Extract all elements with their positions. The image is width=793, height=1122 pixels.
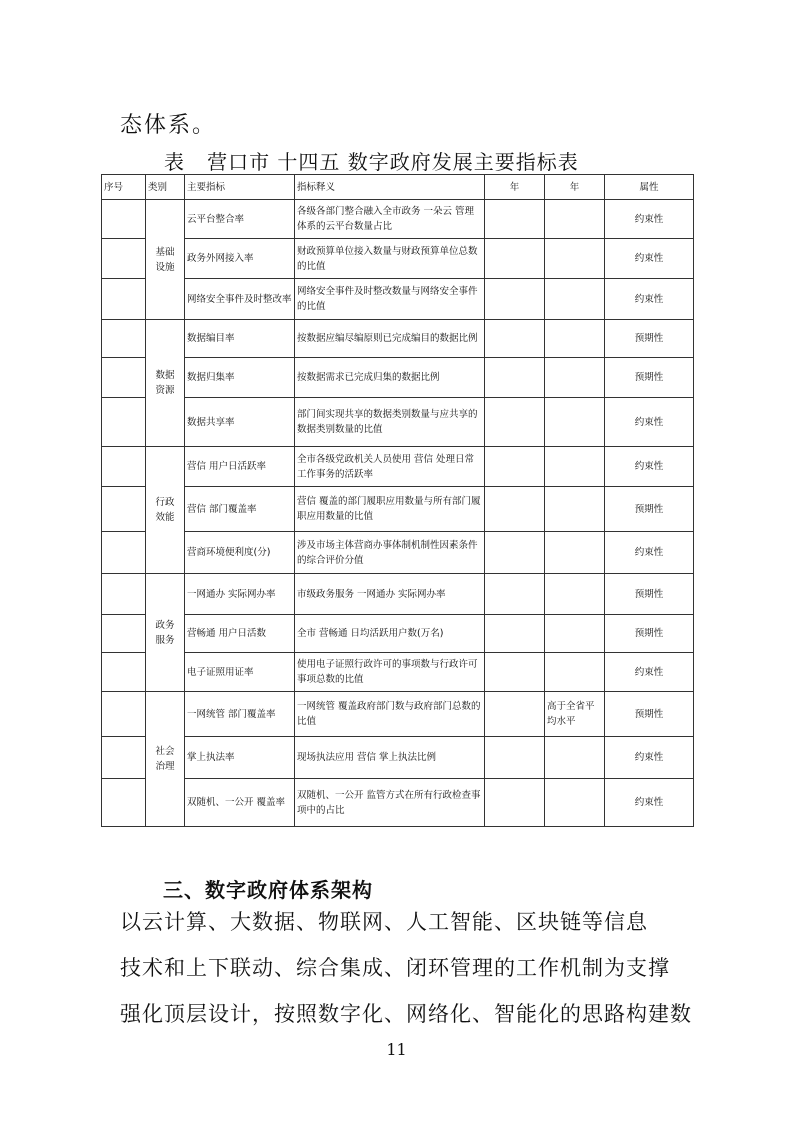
attribute-cell: 约束性	[605, 737, 694, 779]
indicator-cell: 云平台整合率	[185, 200, 295, 239]
year-1-cell	[485, 200, 545, 239]
year-2-cell	[545, 239, 605, 279]
index-cell	[102, 358, 146, 398]
year-2-cell	[545, 487, 605, 532]
definition-cell: 涉及市场主体营商办事体制机制性因素条件的综合评价分值	[295, 532, 485, 574]
indicator-cell: 营畅通 用户日活数	[185, 615, 295, 653]
table-row	[102, 615, 694, 653]
definition-cell: 现场执法应用 营信 掌上执法比例	[295, 737, 485, 779]
header-index: 序号	[102, 175, 146, 200]
index-cell	[102, 737, 146, 779]
year-1-cell	[485, 398, 545, 447]
category-cell: 数据 资源	[146, 320, 185, 447]
table-title: 表 营口市 十四五 数字政府发展主要指标表	[164, 150, 579, 174]
index-cell	[102, 615, 146, 653]
indicator-cell: 营信 部门覆盖率	[185, 487, 295, 532]
year-2-cell	[545, 653, 605, 692]
attribute-cell: 预期性	[605, 358, 694, 398]
indicator-cell: 双随机、一公开 覆盖率	[185, 779, 295, 827]
table-row	[102, 737, 694, 779]
year-1-cell	[485, 447, 545, 487]
definition-cell: 一网统管 覆盖政府部门数与政府部门总数的比值	[295, 692, 485, 737]
year-2-cell	[545, 737, 605, 779]
year-1-cell	[485, 692, 545, 737]
year-2-cell	[545, 358, 605, 398]
year-2-cell	[545, 200, 605, 239]
definition-cell: 按数据应编尽编原则已完成编目的数据比例	[295, 320, 485, 358]
index-cell	[102, 239, 146, 279]
year-2-cell	[545, 279, 605, 320]
definition-cell: 全市各级党政机关人员使用 营信 处理日常工作事务的活跃率	[295, 447, 485, 487]
year-1-cell	[485, 358, 545, 398]
year-2-cell	[545, 574, 605, 615]
attribute-cell: 约束性	[605, 279, 694, 320]
attribute-cell: 约束性	[605, 653, 694, 692]
definition-cell: 双随机、一公开 监管方式在所有行政检查事项中的占比	[295, 779, 485, 827]
index-cell	[102, 574, 146, 615]
year-1-cell	[485, 574, 545, 615]
index-cell	[102, 398, 146, 447]
index-cell	[102, 532, 146, 574]
indicator-cell: 一网统管 部门覆盖率	[185, 692, 295, 737]
indicator-cell: 数据归集率	[185, 358, 295, 398]
year-1-cell	[485, 737, 545, 779]
table-row	[102, 574, 694, 615]
paragraph-line-1: 以云计算、大数据、物联网、人工智能、区块链等信息	[120, 910, 648, 934]
paragraph-line-3: 强化顶层设计，按照数字化、网络化、智能化的思路构建数	[120, 1002, 692, 1026]
year-1-cell	[485, 279, 545, 320]
table-row	[102, 653, 694, 692]
indicator-cell: 数据共享率	[185, 398, 295, 447]
indicator-table	[101, 174, 694, 827]
table-row	[102, 239, 694, 279]
category-cell: 行政 效能	[146, 447, 185, 574]
attribute-cell: 约束性	[605, 200, 694, 239]
indicator-cell: 数据编目率	[185, 320, 295, 358]
indicator-cell: 电子证照用证率	[185, 653, 295, 692]
table-row	[102, 779, 694, 827]
year-1-cell	[485, 615, 545, 653]
year-2-cell	[545, 779, 605, 827]
indicator-cell: 政务外网接入率	[185, 239, 295, 279]
index-cell	[102, 487, 146, 532]
table-row	[102, 447, 694, 487]
table-row	[102, 279, 694, 320]
header-definition: 指标释义	[295, 175, 485, 200]
definition-cell: 按数据需求已完成归集的数据比例	[295, 358, 485, 398]
attribute-cell: 预期性	[605, 692, 694, 737]
index-cell	[102, 447, 146, 487]
indicator-cell: 营商环境便利度(分)	[185, 532, 295, 574]
indicator-cell: 营信 用户日活跃率	[185, 447, 295, 487]
attribute-cell: 预期性	[605, 487, 694, 532]
header-year-1: 年	[485, 175, 545, 200]
attribute-cell: 约束性	[605, 398, 694, 447]
header-indicator: 主要指标	[185, 175, 295, 200]
table-row	[102, 200, 694, 239]
header-attribute: 属性	[605, 175, 694, 200]
table-row	[102, 358, 694, 398]
year-1-cell	[485, 532, 545, 574]
table-row	[102, 532, 694, 574]
table-row	[102, 320, 694, 358]
definition-cell: 市级政务服务 一网通办 实际网办率	[295, 574, 485, 615]
definition-cell: 部门间实现共享的数据类别数量与应共享的数据类别数量的比值	[295, 398, 485, 447]
table-row	[102, 398, 694, 447]
attribute-cell: 预期性	[605, 574, 694, 615]
table-header-row	[102, 175, 694, 200]
index-cell	[102, 200, 146, 239]
header-category: 类别	[146, 175, 185, 200]
year-1-cell	[485, 779, 545, 827]
category-cell: 社会 治理	[146, 692, 185, 827]
paragraph-line-2: 技术和上下联动、综合集成、闭环管理的工作机制为支撑	[120, 956, 670, 980]
index-cell	[102, 779, 146, 827]
year-1-cell	[485, 239, 545, 279]
category-cell: 基础 设施	[146, 200, 185, 320]
year-2-cell: 高于全省平均水平	[545, 692, 605, 737]
definition-cell: 使用电子证照行政许可的事项数与行政许可事项总数的比值	[295, 653, 485, 692]
year-1-cell	[485, 320, 545, 358]
year-2-cell	[545, 447, 605, 487]
year-2-cell	[545, 615, 605, 653]
year-2-cell	[545, 532, 605, 574]
index-cell	[102, 653, 146, 692]
index-cell	[102, 692, 146, 737]
attribute-cell: 约束性	[605, 532, 694, 574]
definition-cell: 营信 覆盖的部门履职应用数量与所有部门履职应用数量的比值	[295, 487, 485, 532]
year-2-cell	[545, 320, 605, 358]
indicator-cell: 掌上执法率	[185, 737, 295, 779]
table-row	[102, 487, 694, 532]
year-1-cell	[485, 487, 545, 532]
year-1-cell	[485, 653, 545, 692]
indicator-cell: 网络安全事件及时整改率	[185, 279, 295, 320]
category-cell: 政务 服务	[146, 574, 185, 692]
index-cell	[102, 320, 146, 358]
attribute-cell: 约束性	[605, 779, 694, 827]
table-row	[102, 692, 694, 737]
preceding-text: 态体系。	[120, 113, 217, 138]
definition-cell: 网络安全事件及时整改数量与网络安全事件的比值	[295, 279, 485, 320]
attribute-cell: 约束性	[605, 447, 694, 487]
index-cell	[102, 279, 146, 320]
page-number: 11	[386, 1040, 407, 1059]
indicator-cell: 一网通办 实际网办率	[185, 574, 295, 615]
definition-cell: 财政预算单位接入数量与财政预算单位总数的比值	[295, 239, 485, 279]
attribute-cell: 预期性	[605, 615, 694, 653]
attribute-cell: 预期性	[605, 320, 694, 358]
definition-cell: 各级各部门整合融入全市政务 一朵云 管理体系的云平台数量占比	[295, 200, 485, 239]
attribute-cell: 约束性	[605, 239, 694, 279]
section-heading: 三、数字政府体系架构	[163, 878, 373, 902]
year-2-cell	[545, 398, 605, 447]
header-year-2: 年	[545, 175, 605, 200]
definition-cell: 全市 营畅通 日均活跃用户数(万名)	[295, 615, 485, 653]
